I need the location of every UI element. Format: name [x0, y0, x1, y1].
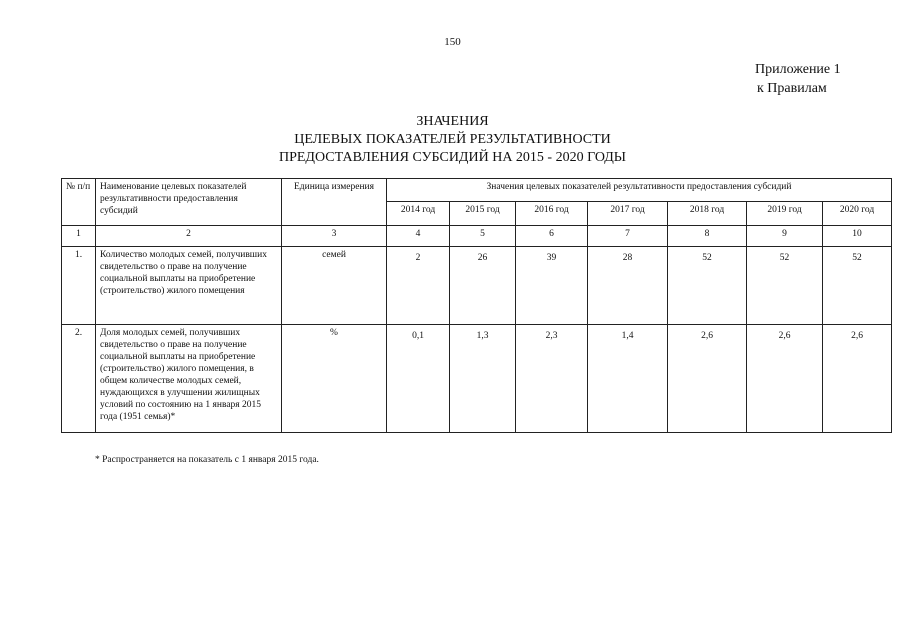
value-cell: 2 [387, 247, 450, 325]
unit-cell: семей [282, 247, 387, 325]
footnote: * Распространяется на показатель с 1 января 2015 года. [95, 455, 319, 465]
column-numbers-row [62, 226, 892, 247]
header-year: 2020 год [823, 202, 892, 226]
title-line-1: ЗНАЧЕНИЯ [416, 114, 489, 129]
header-row-1 [62, 179, 892, 202]
header-unit: Единица измерения [282, 179, 387, 226]
column-number: 9 [747, 226, 823, 247]
table-row [62, 247, 892, 325]
appendix-label [755, 60, 841, 98]
header-name: Наименование целевых показателей результативности предоставления субсидий [96, 179, 282, 226]
column-number: 4 [387, 226, 450, 247]
column-number: 1 [62, 226, 96, 247]
header-year: 2016 год [516, 202, 588, 226]
unit-cell: % [282, 325, 387, 433]
header-values-group: Значения целевых показателей результативности предоставления субсидий [387, 179, 892, 202]
document-title [0, 113, 905, 167]
header-year: 2018 год [668, 202, 747, 226]
appendix-line-1: Приложение 1 [755, 62, 841, 77]
value-cell: 2,6 [747, 325, 823, 433]
value-cell: 2,6 [668, 325, 747, 433]
indicator-name: Доля молодых семей, получивших свидетельство о праве на получение социальной выплаты на приобретение (строительство) жилого помещения, в общем количестве молодых семей, нуждающихся в улучшении жилищных условий по состоянию на 1 января 2015 года (1951 семья)* [96, 325, 282, 433]
column-number: 8 [668, 226, 747, 247]
value-cell: 52 [747, 247, 823, 325]
header-year: 2019 год [747, 202, 823, 226]
column-number: 2 [96, 226, 282, 247]
title-line-3: ПРЕДОСТАВЛЕНИЯ СУБСИДИЙ НА 2015 - 2020 ГОДЫ [278, 150, 627, 165]
page-number: 150 [444, 36, 461, 48]
row-number: 1. [62, 247, 96, 325]
value-cell: 1,3 [450, 325, 516, 433]
value-cell: 0,1 [387, 325, 450, 433]
value-cell: 52 [668, 247, 747, 325]
value-cell: 26 [450, 247, 516, 325]
value-cell: 1,4 [588, 325, 668, 433]
value-cell: 2,3 [516, 325, 588, 433]
column-number: 7 [588, 226, 668, 247]
column-number: 6 [516, 226, 588, 247]
header-year: 2015 год [450, 202, 516, 226]
column-number: 10 [823, 226, 892, 247]
header-year: 2017 год [588, 202, 668, 226]
header-number: № п/п [62, 179, 96, 226]
indicator-name: Количество молодых семей, получивших свидетельство о праве на получение социальной выплаты на приобретение (строительство) жилого помещения [96, 247, 282, 325]
title-line-2: ЦЕЛЕВЫХ ПОКАЗАТЕЛЕЙ РЕЗУЛЬТАТИВНОСТИ [294, 132, 611, 147]
column-number: 5 [450, 226, 516, 247]
row-number: 2. [62, 325, 96, 433]
header-year: 2014 год [387, 202, 450, 226]
value-cell: 52 [823, 247, 892, 325]
value-cell: 39 [516, 247, 588, 325]
value-cell: 28 [588, 247, 668, 325]
table-row [62, 325, 892, 433]
value-cell: 2,6 [823, 325, 892, 433]
indicators-table [61, 178, 892, 433]
column-number: 3 [282, 226, 387, 247]
appendix-line-2: к Правилам [757, 81, 827, 96]
